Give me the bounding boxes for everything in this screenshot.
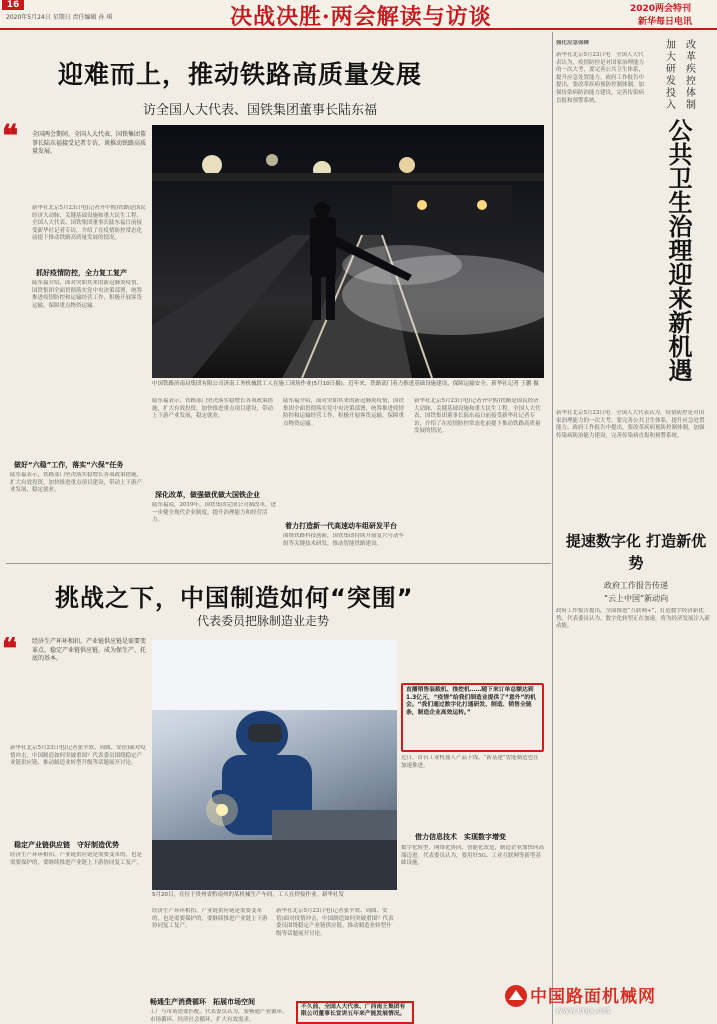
article2-subheadline: 代表委员把脉制造业走势 — [197, 614, 330, 628]
column-divider — [552, 32, 553, 1024]
article1-lead: 全国两会期间，全国人大代表、国铁集团董事长陆东福接受记者专访，谈推动铁路高质量发展。 — [32, 131, 147, 156]
page-number-value: 16 — [6, 0, 20, 10]
right-article2-subline1: 政府工作报告传递 — [604, 581, 668, 590]
article1-col3-text: 陆东福介绍，面对突如其来的新冠肺炎疫情，国铁集团全面贯彻落实党中央决策部署，统筹推进疫情防控和运输经营工作，积极开展客货运输，保障重点物资运输。 — [283, 398, 405, 427]
special-edition-label: 2020两会特刊 — [630, 4, 692, 14]
article2-right-section-text: 数字化转型、网络化协同、智能化改造，制造企业加快向高端迈进。代表委员认为，要用好5G、工业互联网等新型基础设施。 — [401, 845, 544, 867]
newspaper-name: 新华每日电讯 — [638, 17, 693, 27]
article2-intro: 新华社北京5月23日电(记者张辛欣、周圆、安蓓)面对疫情冲击，中国制造如何突破重围？代表委员围绕稳定产业链供应链、推动制造业转型升级等话题展开讨论。 — [10, 745, 146, 767]
article2-right-text: 近日，首台工业机器人产品下线，“新基建”智能制造也在加速推进。 — [401, 755, 539, 769]
article2-col2-text: 经济生产环环相扣，产业链供应链是需要变革的，也是需要保护的，要继续推进产业链上下游协同复工复产。 — [152, 908, 268, 930]
article1-headline: 迎难而上，推动铁路高质量发展 — [58, 60, 423, 89]
right-article-headline — [650, 95, 706, 405]
railway-worker-photo — [152, 125, 544, 378]
factory-worker-photo — [152, 640, 397, 890]
right-article-text-lower: 新华社北京5月23日电 全国人大代表认为，疫情防控是对国家治理能力的一次大考，要完善公共卫生体系，提升应急处置能力。政府工作报告中提出，要改革疾病预防控制体制，加强传染病防治能力建设，完善传染病直报和预警系统。 — [556, 410, 705, 439]
highlight-box-bottom: 不久前，全国人大代表、广西南王集团有限公司董事长宣讲五年来产能发展情况。 — [296, 1001, 414, 1024]
article1-section2-text: 陆东福表示，铁路部门坚决落实稳增长各项政策措施，扩大有效投资，加快推进重点项目建设，带动上下游产业发展，稳定就业。 — [10, 472, 143, 494]
article1-section4-title: 着力打造新一代高速动车组研发平台 — [285, 522, 397, 530]
article2-section1-title: 稳定产业链供应链 守好制造优势 — [14, 841, 119, 849]
watermark-logo-icon — [504, 984, 528, 1008]
factory-photo-illustration — [152, 640, 397, 890]
right-deck-line2: 加大研发投入 — [666, 40, 676, 111]
article1-intro: 新华社北京5月23日电(记者齐中熙)铁路是国民经济大动脉、关键基础设施和重大民生工程。全国人大代表、国铁集团董事长陆东福日前接受新华社记者专访，介绍了在疫情防控常态化前提下推动铁路高质量发展的情况。 — [32, 205, 146, 242]
article1-section1-text: 陆东福介绍，面对突如其来的新冠肺炎疫情，国铁集团全面贯彻落实党中央决策部署，统筹推进疫情防控和运输经营工作，积极开展客货运输，保障重点物资运输。 — [32, 280, 143, 309]
article2-mid-section-title: 畅通生产消费循环 拓展市场空间 — [150, 998, 255, 1006]
watermark-url: www.lmjx.net — [556, 1006, 611, 1015]
article1-section3-text: 陆东福说，2019年，国铁集团完成公司制改革，进一步健全现代企业制度，提升治理能力和经营活力。 — [152, 502, 276, 524]
quote-mark-icon: ❝ — [2, 632, 18, 665]
article1-section1-title: 抓好疫情防控，全力复工复产 — [36, 269, 127, 277]
article1-section4-text: 围绕铁路科技创新，国铁集团持续开展复兴号动车组等关键技术研发，推动智能铁路建设。 — [283, 533, 405, 547]
article1-photo-caption: 中国铁路济南局集团有限公司济南工务机械段工人在施工现场作业(5月10日摄)。近年来，铁路部门着力推进基础设施建设，保障运输安全。新华社记者 王鹏 摄 — [152, 381, 539, 387]
article1-section2-title: 做好“六稳”工作，落实“六保”任务 — [14, 461, 124, 469]
article1-col4-text: 新华社北京5月23日电(记者齐中熙)铁路是国民经济大动脉、关键基础设施和重大民生工程。全国人大代表、国铁集团董事长陆东福日前接受新华社记者专访，介绍了在疫情防控常态化前提下推动铁路高质量发展的情况。 — [414, 398, 541, 435]
watermark-brand: 中国路面机械网 — [530, 987, 656, 1007]
right-deck-line1: 改革疾控体制 — [686, 40, 696, 111]
article1-subheadline: 访全国人大代表、国铁集团董事长陆东福 — [143, 103, 378, 118]
right-article2-text: 政府工作报告提出，全面推进“互联网+”，打造数字经济新优势。代表委员认为，数字化转型正在加速，将为经济发展注入新动能。 — [556, 608, 711, 630]
quote-mark-icon: ❝ — [2, 119, 19, 154]
dateline: 2020年5月24日 星期日 责任编辑 孙 琪 — [6, 14, 113, 21]
right-deck-line3: 强化应急保障 — [556, 40, 590, 46]
article2-section1-text: 经济生产环环相扣，产业链供应链是需要变革的，也是需要保护的，要继续推进产业链上下游协同复工复产。 — [10, 852, 143, 866]
right-article-headline-text: 公共卫生治理迎来新机遇 — [664, 118, 692, 382]
railway-photo-illustration — [152, 125, 544, 378]
article2-lead: 经济生产环环相扣，产业链供应链是需要变革点，稳定产业链供应链，成为保生产、托底的基本。 — [32, 638, 147, 663]
right-article2-headline: 提速数字化 打造新优势 — [565, 532, 707, 572]
right-article-text: 新华社北京5月23日电 全国人大代表认为，疫情防控是对国家治理能力的一次大考，要完善公共卫生体系，提升应急处置能力。政府工作报告中提出，要改革疾病预防控制体制，加强传染病防治能力建设，完善传染病直报和预警系统。 — [556, 52, 644, 104]
article2-right-section-title: 借力信息技术 实现数字增变 — [415, 833, 506, 841]
article1-section3-title: 深化改革，做强做优做大国铁企业 — [155, 491, 260, 499]
right-article2-subline2: “云上中国”新动向 — [603, 594, 669, 603]
divider — [6, 563, 551, 564]
article2-headline: 挑战之下，中国制造如何“突围” — [55, 584, 414, 612]
article1-col2-text: 陆东福表示，铁路部门坚决落实稳增长各项政策措施，扩大有效投资，加快推进重点项目建设，带动上下游产业发展，稳定就业。 — [152, 398, 274, 420]
article2-mid-section-text: 工厂与市场需要匹配。代表委员认为，要畅通产业循环、市场循环、经济社会循环，扩大有效需求。 — [150, 1009, 288, 1023]
article2-photo-caption: 5月20日，在位于贵州省黔南州的某机械生产车间，工人在焊接作业。新华社发 — [152, 892, 345, 898]
article2-col3-text: 新华社北京5月23日电(记者张辛欣、周圆、安蓓)面对疫情冲击，中国制造如何突破重围？代表委员围绕稳定产业链供应链、推动制造业转型升级等话题展开讨论。 — [276, 908, 394, 937]
page-number — [2, 0, 24, 10]
section-banner: 决战决胜·两会解读与访谈 — [230, 4, 492, 30]
highlight-box-top: 直播销售装载机、推挖机……随下来订单总额达到1.3亿元，“疫情”给我们制造业提供了“意外”的机会。“我们通过数字化打通研发、制造、销售全链条，制造企业高效运转。” — [401, 683, 544, 752]
